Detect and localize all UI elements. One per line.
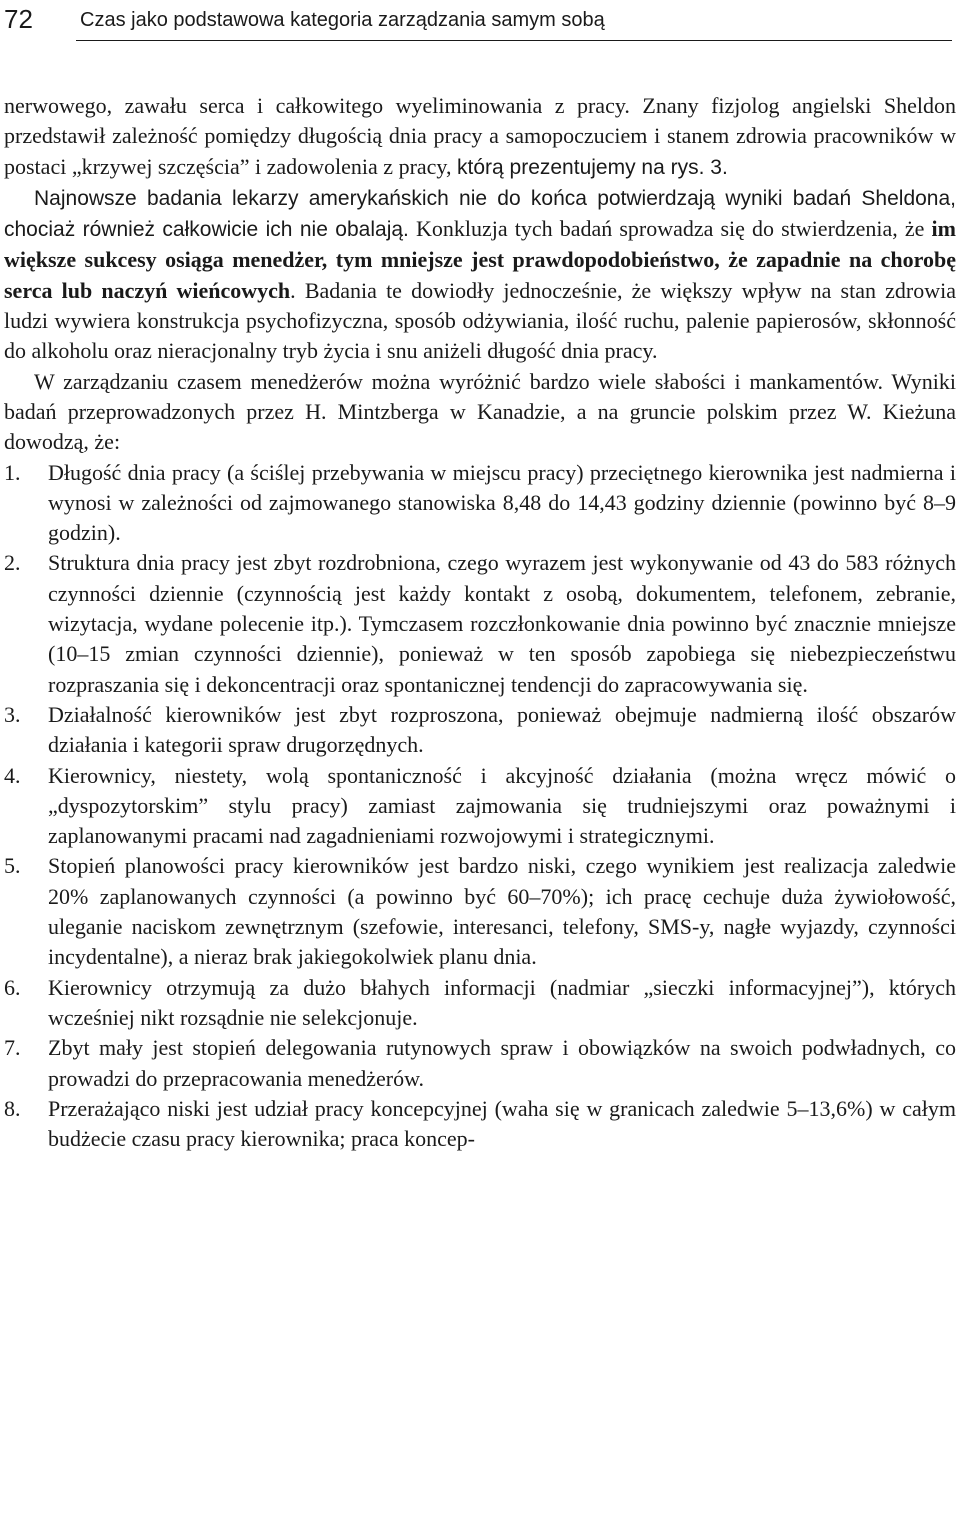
paragraph-research-mid: Konkluzja tych badań sprowadza się do stwierdzenia, że xyxy=(408,216,932,242)
list-item-text: Działalność kierowników jest zbyt rozproszona, ponieważ obejmuje nadmierną ilość obszarów działania i kategorii spraw drugorzędnych. xyxy=(48,701,956,758)
list-item-text: Przerażająco niski jest udział pracy koncepcyjnej (waha się w granicach zaledwie 5–13,6%) w całym budżecie czasu pracy kierownika; praca koncep- xyxy=(48,1095,956,1152)
list-item-text: Struktura dnia pracy jest zbyt rozdrobniona, czego wyrazem jest wykonywanie od 43 do 583 różnych czynności dziennie (czynnością jest każdy kontakt z osobą, dokumentem, telefonem, zebranie, wizytacja, wydane polecenie itp.). Tymczasem rozczłonkowanie dnia powinno być znacznie mniejsze (10–15 zmian czynności dziennie), ponieważ w ten sposób zapobiega się niebezpieczeństwu rozpraszania się i dekoncentracji oraz spontanicznej tendencji do zapracowywania się. xyxy=(48,550,956,697)
list-item-text: Zbyt mały jest stopień delegowania rutynowych spraw i obowiązków na swoich podwładnych, co prowadzi do przepracowania menedżerów. xyxy=(48,1035,956,1091)
list-item xyxy=(4,548,956,699)
list-item-number: 4. xyxy=(4,762,21,788)
list-item-number: 8. xyxy=(4,1095,21,1121)
paragraph-sheldon-text: nerwowego, zawału serca i całkowitego wyeliminowania z pracy. Znany fizjolog angielski Sheldon przedstawił zależność pomiędzy długością dnia pracy a samopoczuciem i stanem zdrowia pracowników w postaci „krzywej szczęścia” i zadowolenia z pracy, xyxy=(4,93,956,179)
list-item xyxy=(4,851,956,972)
paragraph-research xyxy=(4,183,956,367)
list-item-text: Stopień planowości pracy kierowników jest bardzo niski, czego wynikiem jest realizacja zaledwie 20% zaplanowanych czynności (a powinno być 60–70%); ich pracę cechuje duża żywiołowość, uleganie naciskom zewnętrznym (szefowie, interesanci, telefony, SMS-y, nagłe wyjazdy, czynności incydentalne), a nieraz brak jakiegokolwiek planu dnia. xyxy=(48,853,956,970)
list-item-text: Długość dnia pracy (a ściślej przebywania w miejscu pracy) przeciętnego kierownika jest nadmierna i wynosi w zależności od zajmowanego stanowiska 8,48 do 14,43 godziny dziennie (powinno być 8–9 godzin). xyxy=(48,459,956,546)
list-item xyxy=(4,973,956,1034)
header-rule xyxy=(76,40,952,41)
list-item-number: 6. xyxy=(4,974,21,1000)
running-header-title: Czas jako podstawowa kategoria zarządzania samym sobą xyxy=(80,9,605,31)
running-header xyxy=(4,2,956,42)
findings-list xyxy=(4,458,956,1155)
list-item-number: 5. xyxy=(4,853,21,879)
list-item-text: Kierownicy otrzymują za dużo błahych informacji (nadmiar „sieczki informacyjnej”), których wcześniej nikt rozsądnie nie selekcjonuje. xyxy=(48,974,956,1030)
list-item xyxy=(4,1033,956,1094)
paragraph-research-end: . Badania te dowiodły jednocześnie, że większy wpływ na stan zdrowia ludzi wywiera konstrukcja psychofizyczna, sposób odżywiania, ilość ruchu, palenie papierosów, skłonność do alkoholu oraz nieracjonalny tryb życia i snu aniżeli długość dnia pracy. xyxy=(4,277,956,364)
list-item-number: 7. xyxy=(4,1035,21,1061)
figure-reference-text: którą prezentujemy na rys. 3. xyxy=(457,155,728,179)
list-item-number: 1. xyxy=(4,459,21,485)
paragraph-weaknesses: W zarządzaniu czasem menedżerów można wyróżnić bardzo wiele słabości i mankamentów. Wyniki badań przeprowadzonych przez H. Mintzberga w Kanadzie, a na gruncie polskim przez W. Kieżuna dowodzą, że: xyxy=(4,368,956,455)
list-item-number: 3. xyxy=(4,701,21,727)
list-item-text: Kierownicy, niestety, wolą spontaniczność i akcyjność działania (można wręcz mówić o „dyspozytorskim” stylu pracy) zamiast zajmowania się trudniejszymi oraz poważnymi i zaplanowanymi pracami nad zagadnieniami rozwojowymi i strategicznymi. xyxy=(48,762,956,849)
body-text xyxy=(4,91,956,1154)
paragraph-research-lead: Najnowsze badania lekarzy amerykańskich nie do końca potwierdzają wyniki badań Sheldona, chociaż również całkowicie ich nie obalają. xyxy=(4,186,956,242)
paragraph-sheldon xyxy=(4,91,956,183)
list-item xyxy=(4,1094,956,1155)
list-item xyxy=(4,761,956,852)
page-number: 72 xyxy=(4,4,33,34)
paragraph-research-emphasis: im większe sukcesy osiąga menedżer, tym mniejsze jest prawdopodobieństwo, że zapadnie na chorobę serca lub naczyń wieńcowych xyxy=(4,216,956,303)
list-item xyxy=(4,700,956,761)
list-item-number: 2. xyxy=(4,550,21,576)
list-item xyxy=(4,458,956,549)
